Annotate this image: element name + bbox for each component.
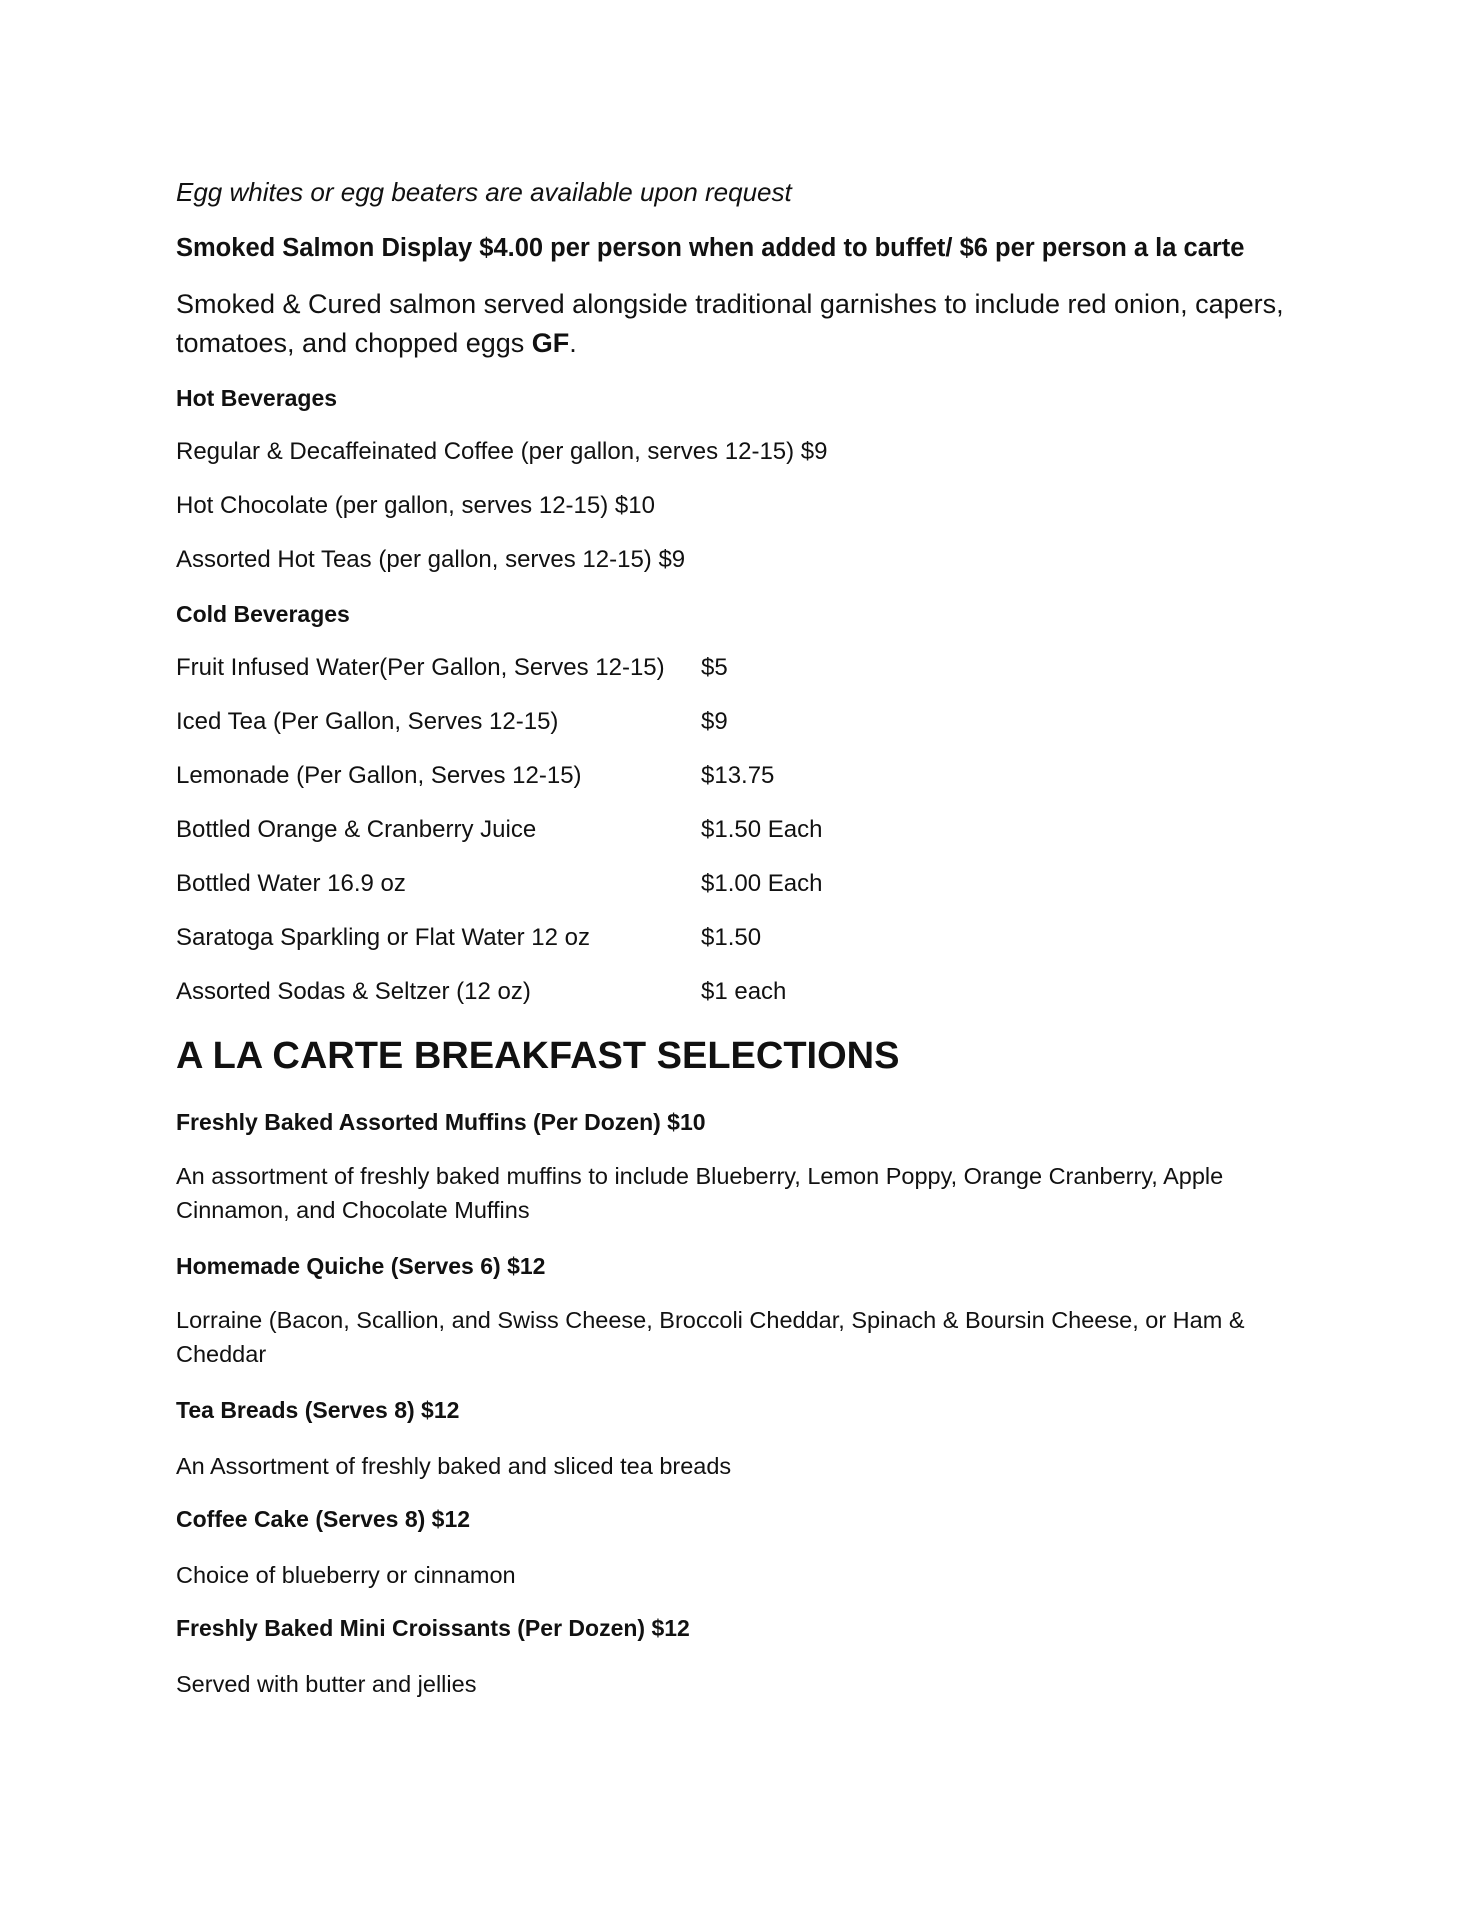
- cold-beverage-name: Bottled Orange & Cranberry Juice: [176, 816, 537, 843]
- cold-beverage-price: $5: [701, 654, 728, 681]
- coffee-cake-title: Coffee Cake (Serves 8) $12: [176, 1506, 471, 1532]
- muffins-description: An assortment of freshly baked muffins to include Blueberry, Lemon Poppy, Orange Cranberry, Apple Cinnamon, and Chocolate Muffins: [176, 1163, 1224, 1223]
- gluten-free-tag: GF: [531, 328, 570, 358]
- cold-beverage-name: Iced Tea (Per Gallon, Serves 12-15): [176, 708, 559, 735]
- cold-beverage-name: Lemonade (Per Gallon, Serves 12-15): [176, 762, 582, 789]
- salmon-description-suffix: .: [569, 328, 577, 358]
- cold-beverage-price: $13.75: [701, 762, 775, 789]
- muffins-title: Freshly Baked Assorted Muffins (Per Dozen) $10: [176, 1109, 706, 1135]
- coffee-cake-description: Choice of blueberry or cinnamon: [176, 1562, 516, 1588]
- quiche-title: Homemade Quiche (Serves 6) $12: [176, 1253, 546, 1279]
- cold-beverage-price: $1.00 Each: [701, 870, 823, 897]
- hot-beverage-item: Hot Chocolate (per gallon, serves 12-15) $10: [176, 492, 655, 519]
- hot-beverage-item: Regular & Decaffeinated Coffee (per gallon, serves 12-15) $9: [176, 438, 828, 465]
- egg-substitute-note: Egg whites or egg beaters are available upon request: [176, 177, 792, 207]
- salmon-description-text: Smoked & Cured salmon served alongside traditional garnishes to include red onion, capers, tomatoes, and chopped eggs: [176, 289, 1284, 358]
- cold-beverages-heading: Cold Beverages: [176, 601, 350, 627]
- quiche-description: Lorraine (Bacon, Scallion, and Swiss Cheese, Broccoli Cheddar, Spinach & Boursin Cheese, or Ham & Cheddar: [176, 1307, 1245, 1367]
- cold-beverage-name: Fruit Infused Water(Per Gallon, Serves 12-15): [176, 654, 665, 681]
- smoked-salmon-heading: Smoked Salmon Display $4.00 per person when added to buffet/ $6 per person a la carte: [176, 234, 1245, 262]
- cold-beverage-name: Assorted Sodas & Seltzer (12 oz): [176, 978, 531, 1005]
- tea-breads-title: Tea Breads (Serves 8) $12: [176, 1397, 460, 1423]
- cold-beverage-price: $1 each: [701, 978, 787, 1005]
- cold-beverage-name: Bottled Water 16.9 oz: [176, 870, 406, 897]
- cold-beverage-price: $1.50 Each: [701, 816, 823, 843]
- a-la-carte-heading: A LA CARTE BREAKFAST SELECTIONS: [176, 1035, 900, 1077]
- hot-beverages-heading: Hot Beverages: [176, 385, 338, 411]
- cold-beverage-price: $1.50: [701, 924, 762, 951]
- hot-beverage-item: Assorted Hot Teas (per gallon, serves 12-15) $9: [176, 546, 686, 573]
- smoked-salmon-description: [176, 285, 1316, 363]
- cold-beverage-price: $9: [701, 708, 728, 735]
- cold-beverage-name: Saratoga Sparkling or Flat Water 12 oz: [176, 924, 590, 951]
- mini-croissants-description: Served with butter and jellies: [176, 1671, 477, 1697]
- tea-breads-description: An Assortment of freshly baked and sliced tea breads: [176, 1453, 732, 1479]
- mini-croissants-title: Freshly Baked Mini Croissants (Per Dozen) $12: [176, 1615, 690, 1641]
